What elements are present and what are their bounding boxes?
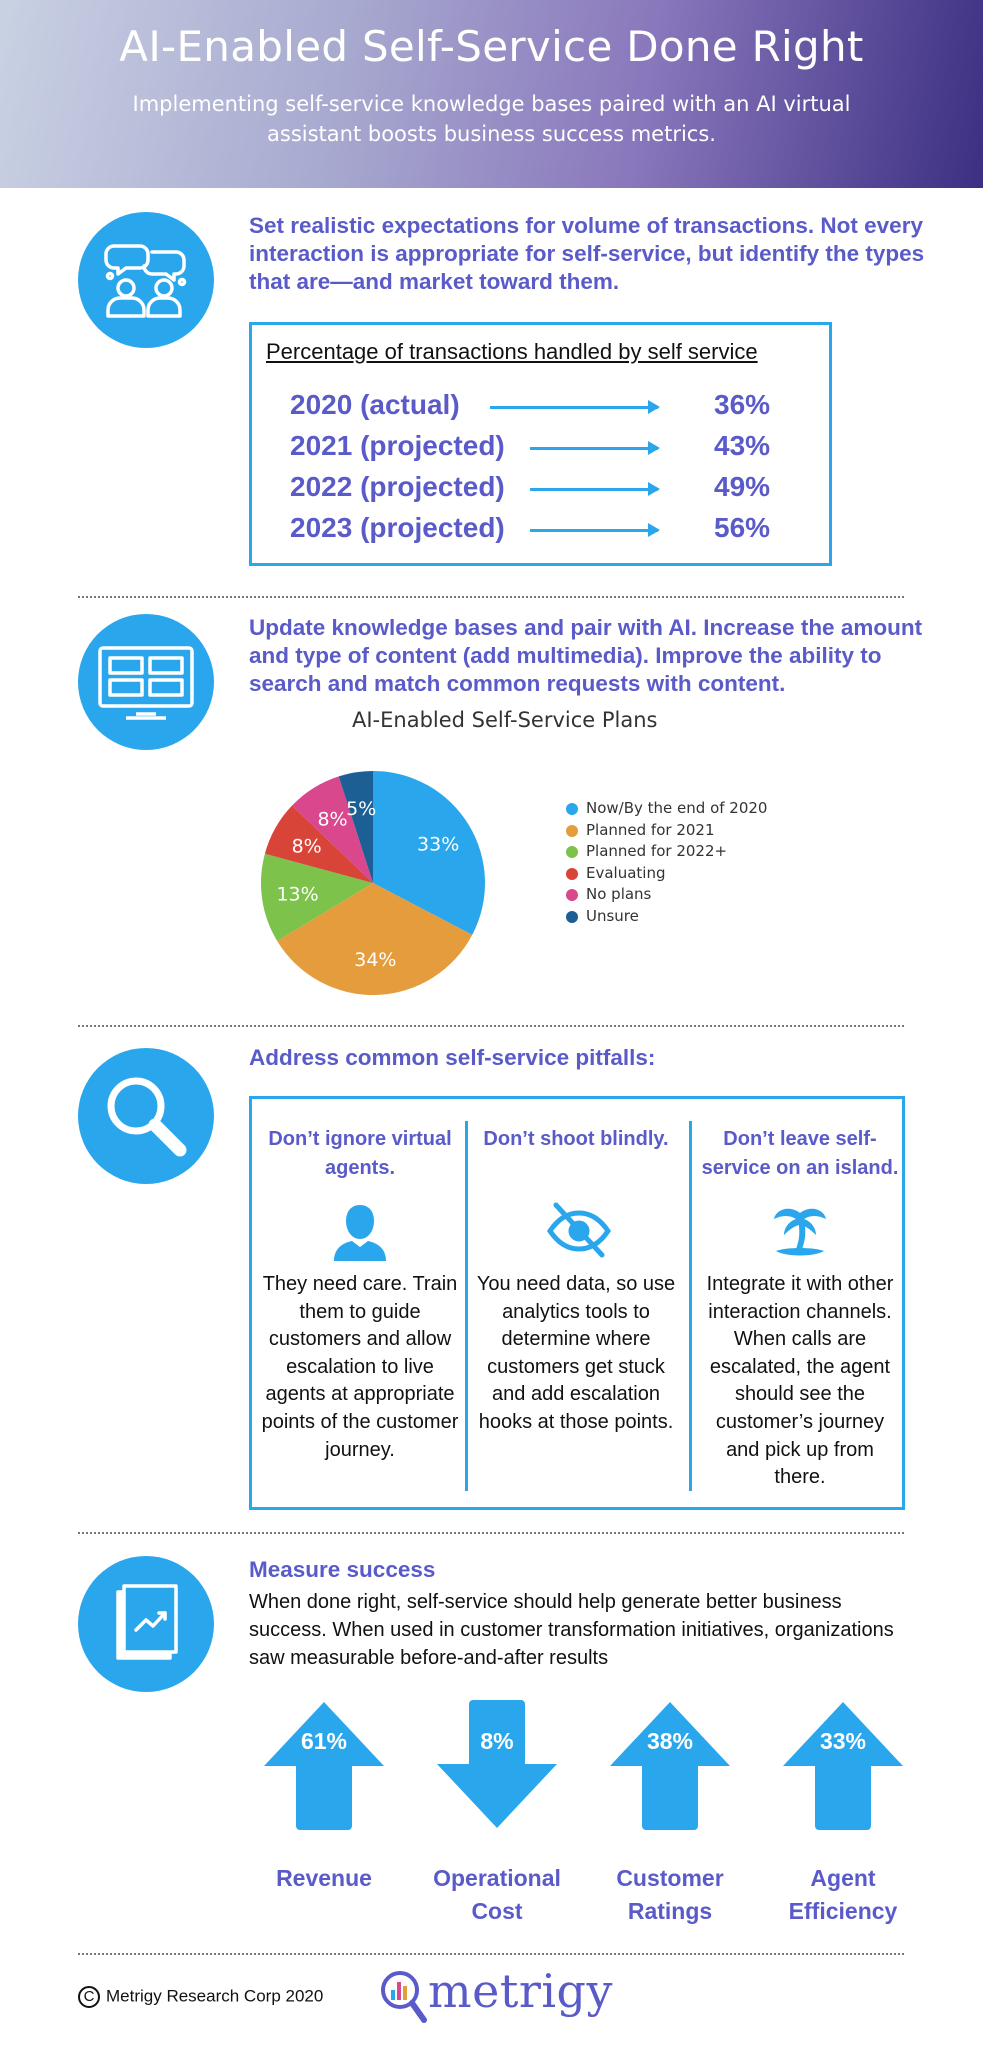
pitfall-column (692, 1099, 908, 1507)
magnifier-icon (78, 1048, 214, 1184)
legend-label: Unsure (586, 906, 639, 925)
arrow-icon (530, 529, 658, 532)
transaction-year: 2020 (actual) (290, 389, 460, 420)
customer-ratings-pct: 38% (646, 1728, 694, 1754)
pitfalls-box (249, 1096, 905, 1510)
legend-item (566, 798, 767, 820)
pie-slice-label: 33% (417, 833, 460, 856)
metrigy-logo-icon (378, 1968, 428, 2033)
pitfall-text: You need data, so use analytics tools to determine where customers get stuck and add escalation hooks at those points. (476, 1273, 676, 1433)
person-icon (330, 1199, 390, 1268)
pie-slice-label: 5% (346, 797, 377, 820)
pitfall-title: Don’t shoot blindly. (483, 1128, 669, 1150)
revenue-pct: 61% (300, 1728, 348, 1754)
divider (78, 596, 904, 598)
section3-heading: Address common self-service pitfalls: (249, 1045, 656, 1070)
chart-title: AI-Enabled Self-Service Plans (352, 708, 658, 732)
section4-heading: Measure success (249, 1557, 436, 1582)
transaction-pct: 36% (714, 389, 771, 420)
legend-item (566, 820, 767, 842)
section2-heading: Update knowledge bases and pair with AI. Increase the amount and type of content (add multimedia). Improve the ability to search and match common requests with content. (249, 615, 923, 696)
pie-slice-label: 13% (276, 883, 319, 906)
chart-legend (566, 798, 767, 927)
transaction-pct: 49% (714, 471, 771, 502)
transaction-row (290, 430, 770, 468)
pie-chart (243, 753, 503, 1013)
legend-item (566, 863, 767, 885)
legend-label: Planned for 2022+ (586, 842, 728, 860)
transaction-pct: 56% (714, 512, 771, 543)
copyright-text: Metrigy Research Corp 2020 (106, 1986, 324, 2006)
palm-tree-icon (770, 1199, 830, 1264)
legend-label: Evaluating (586, 863, 666, 882)
divider (78, 1532, 904, 1534)
legend-dot (566, 868, 578, 880)
legend-dot (566, 803, 578, 815)
pitfall-text: Integrate it with other interaction channels. When calls are escalated, the agent should see the customer’s journey and pick up from there. (706, 1273, 894, 1489)
legend-item (566, 841, 767, 863)
agent-efficiency-label: Agent Efficiency (788, 1865, 898, 1924)
measure-description: When done right, self-service should help generate better business success. When used in customer transformation initiatives, organizations saw measurable before-and-after results (249, 1591, 894, 1669)
transaction-row (290, 389, 770, 427)
operational-cost-pct: 8% (480, 1728, 514, 1754)
transaction-row (290, 471, 770, 509)
legend-item (566, 884, 767, 906)
transactions-box (249, 322, 832, 566)
arrow-icon (530, 488, 658, 491)
pie-slice-label: 8% (317, 808, 348, 831)
legend-label: Now/By the end of 2020 (586, 799, 768, 817)
legend-dot (566, 911, 578, 923)
up-arrow-icon (608, 1700, 732, 1835)
legend-label: Planned for 2021 (586, 820, 715, 839)
down-arrow-icon (435, 1700, 559, 1835)
copyright (78, 1986, 323, 2008)
divider (78, 1953, 904, 1955)
section1-heading: Set realistic expectations for volume of transactions. Not every interaction is appropriate for self-service, but identify the types that are—and market toward them. (249, 213, 925, 294)
legend-label: No plans (586, 885, 652, 903)
pitfall-column (252, 1099, 468, 1507)
pitfall-title: Don’t ignore virtual agents. (268, 1128, 452, 1179)
transaction-year: 2021 (projected) (290, 430, 505, 461)
copyright-icon: C (78, 1986, 100, 2008)
legend-dot (566, 825, 578, 837)
page-subtitle: Implementing self-service knowledge bases paired with an AI virtual assistant boosts business success metrics. (132, 92, 851, 146)
pitfall-column (468, 1099, 684, 1507)
legend-item (566, 906, 767, 928)
transaction-row (290, 512, 770, 550)
transactions-box-title: Percentage of transactions handled by self service (266, 339, 758, 364)
knowledge-base-screen-icon (78, 614, 214, 750)
operational-cost-label: Operational Cost (433, 1865, 561, 1924)
up-arrow-icon (262, 1700, 386, 1835)
transaction-pct: 43% (714, 430, 771, 461)
arrow-icon (530, 447, 658, 450)
report-chart-icon (78, 1556, 214, 1692)
divider (78, 1025, 904, 1027)
chat-people-icon (78, 212, 214, 348)
transaction-year: 2022 (projected) (290, 471, 505, 502)
eye-slash-icon (546, 1199, 612, 1264)
pitfall-text: They need care. Train them to guide customers and allow escalation to live agents at appropriate points of the customer journey. (261, 1273, 459, 1461)
header-banner (0, 0, 983, 188)
legend-dot (566, 846, 578, 858)
metrigy-logo-text: metrigy (428, 1964, 613, 2018)
agent-efficiency-pct: 33% (819, 1728, 867, 1754)
arrow-icon (490, 406, 658, 409)
page-title: AI-Enabled Self-Service Done Right (119, 22, 864, 71)
pitfall-title: Don’t leave self-service on an island. (701, 1128, 899, 1179)
up-arrow-icon (781, 1700, 905, 1835)
pie-slice-label: 34% (354, 949, 397, 972)
customer-ratings-label: Customer Ratings (616, 1865, 724, 1924)
revenue-label: Revenue (276, 1865, 372, 1891)
transaction-year: 2023 (projected) (290, 512, 505, 543)
legend-dot (566, 889, 578, 901)
pie-slice-label: 8% (291, 835, 322, 858)
